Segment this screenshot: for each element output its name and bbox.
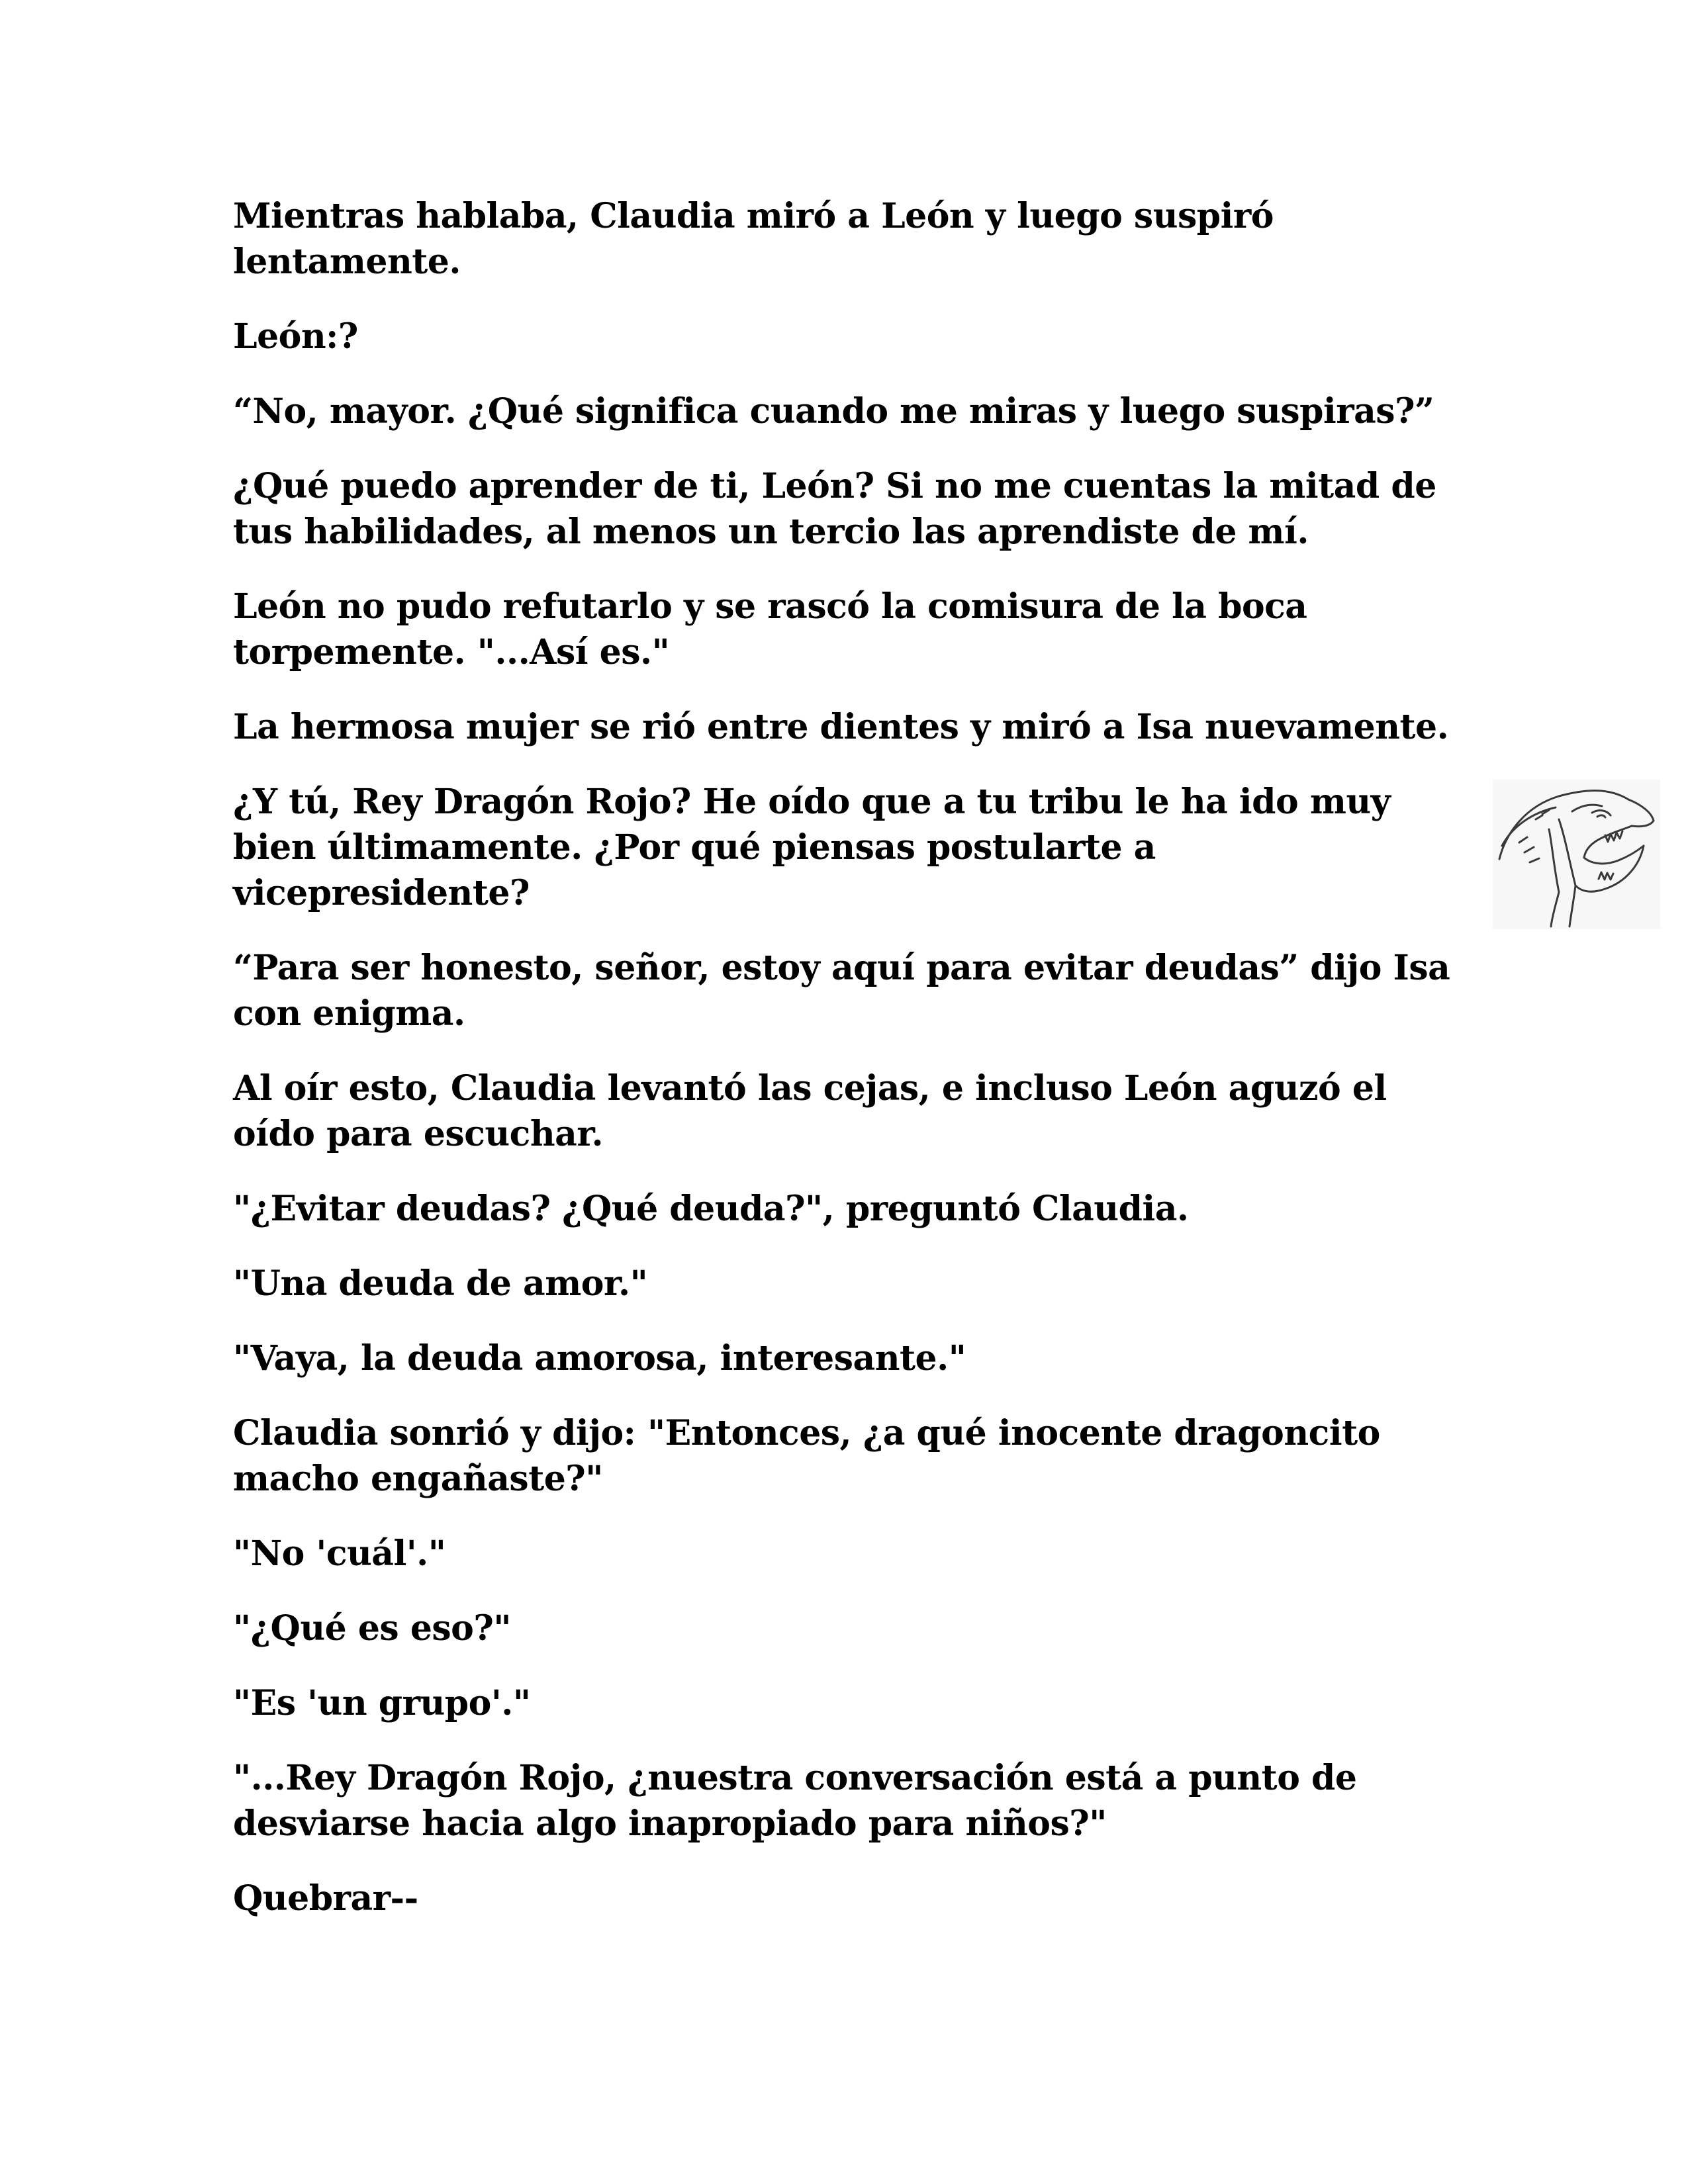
paragraph: "Es 'un grupo'." [233,1683,531,1723]
paragraph: ¿Y tú, Rey Dragón Rojo? He oído que a tu tribu le ha ido muy bien últimamente. ¿Por qué piensas postularte a vicepresidente? [233,782,1391,913]
paragraph: “Para ser honesto, señor, estoy aquí para evitar deudas” dijo Isa con enigma. [233,948,1450,1034]
paragraph: ¿Qué puedo aprender de ti, León? Si no me cuentas la mitad de tus habilidades, al menos un tercio las aprendiste de mí. [233,466,1436,552]
paragraph: "No 'cuál'." [233,1533,446,1574]
paragraph: "Vaya, la deuda amorosa, interesante." [233,1338,966,1379]
paragraph: Quebrar-- [233,1878,418,1919]
paragraph: "¿Qué es eso?" [233,1608,511,1649]
paragraph: Mientras hablaba, Claudia miró a León y luego suspiró lentamente. [233,196,1274,282]
paragraph: León no pudo refutarlo y se rascó la comisura de la boca torpemente. "...Así es." [233,586,1307,672]
paragraph: "Una deuda de amor." [233,1263,648,1304]
paragraph: Al oír esto, Claudia levantó las cejas, e incluso León aguzó el oído para escuchar. [233,1068,1387,1154]
paragraph: "¿Evitar deudas? ¿Qué deuda?", preguntó Claudia. [233,1189,1189,1229]
text-body [233,193,1458,1950]
paragraph: "...Rey Dragón Rojo, ¿nuestra conversación está a punto de desviarse hacia algo inapropiado para niños?" [233,1758,1357,1844]
dragon-head-sketch-icon [1493,780,1660,929]
paragraph: La hermosa mujer se rió entre dientes y miró a Isa nuevamente. [233,707,1449,747]
paragraph: “No, mayor. ¿Qué significa cuando me miras y luego suspiras?” [233,391,1434,432]
paragraph: Claudia sonrió y dijo: "Entonces, ¿a qué inocente dragoncito macho engañaste?" [233,1413,1380,1499]
paragraph: León:? [233,316,358,357]
